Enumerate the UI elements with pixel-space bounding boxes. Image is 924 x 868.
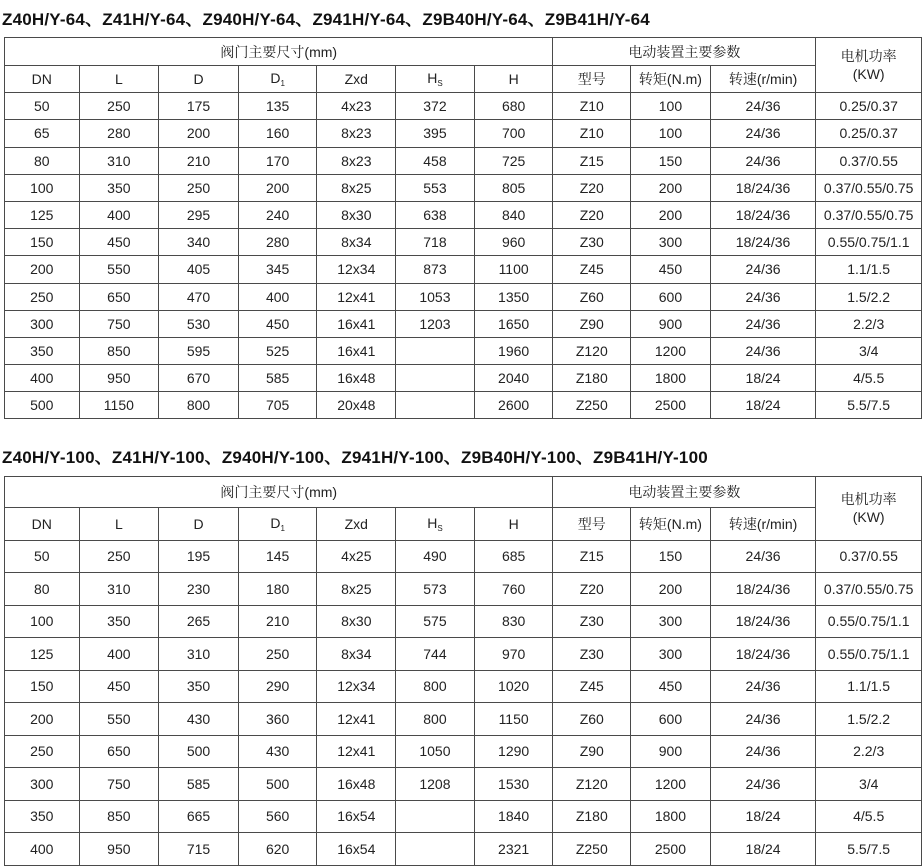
cell-torque: 150 bbox=[631, 147, 711, 174]
cell-d: 250 bbox=[159, 174, 239, 201]
cell-dn: 80 bbox=[5, 147, 80, 174]
table-row bbox=[5, 735, 922, 768]
cell-power: 1.5/2.2 bbox=[816, 283, 922, 310]
cell-d: 350 bbox=[159, 670, 239, 703]
cell-d: 340 bbox=[159, 229, 239, 256]
table-row bbox=[5, 337, 922, 364]
cell-zxd: 8x25 bbox=[317, 174, 396, 201]
cell-speed: 18/24/36 bbox=[710, 174, 816, 201]
cell-zxd: 4x25 bbox=[317, 540, 396, 573]
cell-dn: 400 bbox=[5, 365, 80, 392]
cell-d1: 430 bbox=[238, 735, 317, 768]
cell-dn: 300 bbox=[5, 310, 80, 337]
cell-h: 1100 bbox=[474, 256, 553, 283]
cell-dn: 400 bbox=[5, 833, 80, 866]
table-row bbox=[5, 174, 922, 201]
cell-speed: 24/36 bbox=[710, 147, 816, 174]
cell-d: 800 bbox=[159, 392, 239, 419]
cell-d: 230 bbox=[159, 573, 239, 606]
cell-zxd: 12x41 bbox=[317, 703, 396, 736]
table-row bbox=[5, 638, 922, 671]
cell-zxd: 16x41 bbox=[317, 337, 396, 364]
cell-speed: 18/24/36 bbox=[710, 201, 816, 228]
cell-hs: 800 bbox=[396, 670, 475, 703]
header-hs: $H_S$ bbox=[396, 508, 475, 541]
cell-speed: 24/36 bbox=[710, 283, 816, 310]
header-motor-power-line1: 电机功率 bbox=[840, 48, 897, 65]
cell-speed: 18/24/36 bbox=[710, 573, 816, 606]
cell-speed: 18/24 bbox=[710, 833, 816, 866]
cell-hs: 638 bbox=[396, 201, 475, 228]
cell-hs: 575 bbox=[396, 605, 475, 638]
cell-d: 430 bbox=[159, 703, 239, 736]
cell-hs bbox=[396, 833, 475, 866]
cell-h: 1840 bbox=[474, 800, 553, 833]
cell-torque: 200 bbox=[631, 573, 711, 606]
cell-power: 0.37/0.55 bbox=[816, 540, 922, 573]
cell-l: 750 bbox=[79, 768, 159, 801]
cell-power: 5.5/7.5 bbox=[816, 833, 922, 866]
cell-d1: 525 bbox=[238, 337, 317, 364]
cell-zxd: 12x41 bbox=[317, 283, 396, 310]
cell-torque: 300 bbox=[631, 605, 711, 638]
table-row bbox=[5, 540, 922, 573]
cell-model: Z60 bbox=[553, 703, 631, 736]
cell-d: 210 bbox=[159, 147, 239, 174]
cell-l: 850 bbox=[79, 800, 159, 833]
cell-dn: 500 bbox=[5, 392, 80, 419]
cell-zxd: 8x30 bbox=[317, 201, 396, 228]
cell-d1: 500 bbox=[238, 768, 317, 801]
cell-l: 400 bbox=[79, 201, 159, 228]
cell-model: Z20 bbox=[553, 174, 631, 201]
header-dn: DN bbox=[5, 508, 80, 541]
cell-speed: 24/36 bbox=[710, 120, 816, 147]
cell-power: 0.37/0.55/0.75 bbox=[816, 573, 922, 606]
cell-model: Z90 bbox=[553, 735, 631, 768]
header-zxd: Zxd bbox=[317, 66, 396, 93]
header-dn: DN bbox=[5, 66, 80, 93]
cell-power: 4/5.5 bbox=[816, 800, 922, 833]
cell-l: 1150 bbox=[79, 392, 159, 419]
cell-speed: 24/36 bbox=[710, 256, 816, 283]
cell-torque: 2500 bbox=[631, 833, 711, 866]
cell-dn: 150 bbox=[5, 670, 80, 703]
cell-hs bbox=[396, 365, 475, 392]
cell-torque: 900 bbox=[631, 310, 711, 337]
cell-hs: 744 bbox=[396, 638, 475, 671]
cell-l: 450 bbox=[79, 229, 159, 256]
cell-hs: 718 bbox=[396, 229, 475, 256]
cell-power: 1.1/1.5 bbox=[816, 670, 922, 703]
cell-hs: 1050 bbox=[396, 735, 475, 768]
table-row bbox=[5, 201, 922, 228]
cell-model: Z120 bbox=[553, 768, 631, 801]
cell-d1: 145 bbox=[238, 540, 317, 573]
cell-zxd: 16x54 bbox=[317, 800, 396, 833]
cell-d1: 160 bbox=[238, 120, 317, 147]
cell-l: 350 bbox=[79, 605, 159, 638]
cell-model: Z20 bbox=[553, 201, 631, 228]
cell-zxd: 16x41 bbox=[317, 310, 396, 337]
header-d1: $D_1$ bbox=[238, 508, 317, 541]
cell-power: 0.55/0.75/1.1 bbox=[816, 229, 922, 256]
cell-torque: 200 bbox=[631, 174, 711, 201]
cell-speed: 24/36 bbox=[710, 310, 816, 337]
cell-h: 700 bbox=[474, 120, 553, 147]
cell-l: 250 bbox=[79, 540, 159, 573]
table-row bbox=[5, 147, 922, 174]
cell-model: Z120 bbox=[553, 337, 631, 364]
cell-dn: 350 bbox=[5, 337, 80, 364]
cell-h: 2321 bbox=[474, 833, 553, 866]
cell-zxd: 20x48 bbox=[317, 392, 396, 419]
cell-power: 3/4 bbox=[816, 337, 922, 364]
cell-h: 760 bbox=[474, 573, 553, 606]
cell-dn: 250 bbox=[5, 283, 80, 310]
table-row bbox=[5, 365, 922, 392]
header-d: D bbox=[159, 508, 239, 541]
table-row bbox=[5, 310, 922, 337]
cell-power: 0.37/0.55/0.75 bbox=[816, 201, 922, 228]
cell-power: 3/4 bbox=[816, 768, 922, 801]
cell-hs: 800 bbox=[396, 703, 475, 736]
cell-zxd: 12x34 bbox=[317, 256, 396, 283]
cell-speed: 24/36 bbox=[710, 735, 816, 768]
cell-torque: 450 bbox=[631, 256, 711, 283]
cell-torque: 100 bbox=[631, 120, 711, 147]
cell-zxd: 8x30 bbox=[317, 605, 396, 638]
cell-model: Z30 bbox=[553, 638, 631, 671]
table-row bbox=[5, 392, 922, 419]
cell-d1: 210 bbox=[238, 605, 317, 638]
cell-zxd: 12x41 bbox=[317, 735, 396, 768]
cell-h: 1650 bbox=[474, 310, 553, 337]
cell-power: 2.2/3 bbox=[816, 735, 922, 768]
cell-d: 585 bbox=[159, 768, 239, 801]
cell-zxd: 8x34 bbox=[317, 229, 396, 256]
cell-model: Z60 bbox=[553, 283, 631, 310]
table-row bbox=[5, 833, 922, 866]
cell-l: 250 bbox=[79, 93, 159, 120]
cell-d1: 250 bbox=[238, 638, 317, 671]
table-row bbox=[5, 670, 922, 703]
cell-hs: 1053 bbox=[396, 283, 475, 310]
cell-l: 450 bbox=[79, 670, 159, 703]
cell-power: 0.37/0.55 bbox=[816, 147, 922, 174]
cell-d1: 135 bbox=[238, 93, 317, 120]
cell-dn: 200 bbox=[5, 256, 80, 283]
cell-d1: 240 bbox=[238, 201, 317, 228]
cell-h: 2600 bbox=[474, 392, 553, 419]
cell-hs: 1203 bbox=[396, 310, 475, 337]
cell-torque: 450 bbox=[631, 670, 711, 703]
cell-hs: 1208 bbox=[396, 768, 475, 801]
cell-zxd: 16x48 bbox=[317, 768, 396, 801]
cell-torque: 300 bbox=[631, 638, 711, 671]
cell-h: 1290 bbox=[474, 735, 553, 768]
cell-d: 530 bbox=[159, 310, 239, 337]
cell-dn: 150 bbox=[5, 229, 80, 256]
cell-h: 1150 bbox=[474, 703, 553, 736]
cell-hs: 490 bbox=[396, 540, 475, 573]
header-h: H bbox=[474, 508, 553, 541]
cell-model: Z10 bbox=[553, 93, 631, 120]
cell-h: 830 bbox=[474, 605, 553, 638]
cell-d: 175 bbox=[159, 93, 239, 120]
cell-hs: 458 bbox=[396, 147, 475, 174]
table-row bbox=[5, 800, 922, 833]
cell-h: 725 bbox=[474, 147, 553, 174]
cell-power: 1.5/2.2 bbox=[816, 703, 922, 736]
cell-torque: 1800 bbox=[631, 800, 711, 833]
cell-zxd: 8x25 bbox=[317, 573, 396, 606]
cell-speed: 18/24/36 bbox=[710, 605, 816, 638]
header-speed: 转速(r/min) bbox=[710, 66, 816, 93]
cell-torque: 600 bbox=[631, 703, 711, 736]
cell-model: Z45 bbox=[553, 256, 631, 283]
cell-speed: 18/24 bbox=[710, 800, 816, 833]
cell-speed: 24/36 bbox=[710, 337, 816, 364]
cell-hs: 395 bbox=[396, 120, 475, 147]
valve-spec-table-64 bbox=[4, 37, 922, 419]
header-l: L bbox=[79, 66, 159, 93]
cell-d1: 170 bbox=[238, 147, 317, 174]
cell-speed: 24/36 bbox=[710, 768, 816, 801]
cell-torque: 200 bbox=[631, 201, 711, 228]
cell-hs: 553 bbox=[396, 174, 475, 201]
cell-torque: 600 bbox=[631, 283, 711, 310]
cell-d1: 290 bbox=[238, 670, 317, 703]
header-l: L bbox=[79, 508, 159, 541]
cell-model: Z30 bbox=[553, 605, 631, 638]
table-2-title: Z40H/Y-100、Z41H/Y-100、Z940H/Y-100、Z941H/Y-100、Z9B40H/Y-100、Z9B41H/Y-100 bbox=[2, 448, 708, 467]
cell-d1: 705 bbox=[238, 392, 317, 419]
cell-d: 200 bbox=[159, 120, 239, 147]
cell-l: 950 bbox=[79, 365, 159, 392]
cell-model: Z20 bbox=[553, 573, 631, 606]
cell-hs: 573 bbox=[396, 573, 475, 606]
header-motor-power-line2: (KW) bbox=[852, 66, 885, 83]
cell-d: 265 bbox=[159, 605, 239, 638]
cell-dn: 350 bbox=[5, 800, 80, 833]
cell-d: 715 bbox=[159, 833, 239, 866]
header-torque: 转矩(N.m) bbox=[631, 66, 711, 93]
cell-d1: 345 bbox=[238, 256, 317, 283]
cell-l: 350 bbox=[79, 174, 159, 201]
cell-torque: 1200 bbox=[631, 337, 711, 364]
cell-speed: 24/36 bbox=[710, 540, 816, 573]
cell-l: 310 bbox=[79, 147, 159, 174]
group-header-actuator-params: 电动装置主要参数 bbox=[553, 38, 816, 66]
cell-h: 960 bbox=[474, 229, 553, 256]
cell-l: 550 bbox=[79, 703, 159, 736]
header-d1: $D_1$ bbox=[238, 66, 317, 93]
cell-torque: 1800 bbox=[631, 365, 711, 392]
cell-d1: 585 bbox=[238, 365, 317, 392]
cell-h: 805 bbox=[474, 174, 553, 201]
cell-h: 680 bbox=[474, 93, 553, 120]
cell-torque: 1200 bbox=[631, 768, 711, 801]
cell-d: 670 bbox=[159, 365, 239, 392]
header-motor-power-line1: 电机功率 bbox=[840, 491, 897, 508]
cell-d: 665 bbox=[159, 800, 239, 833]
cell-zxd: 8x23 bbox=[317, 147, 396, 174]
cell-torque: 150 bbox=[631, 540, 711, 573]
cell-torque: 2500 bbox=[631, 392, 711, 419]
cell-model: Z30 bbox=[553, 229, 631, 256]
cell-l: 550 bbox=[79, 256, 159, 283]
cell-l: 400 bbox=[79, 638, 159, 671]
cell-d: 310 bbox=[159, 638, 239, 671]
cell-torque: 100 bbox=[631, 93, 711, 120]
group-header-valve-dimensions: 阀门主要尺寸(mm) bbox=[5, 38, 553, 66]
header-model: 型号 bbox=[553, 66, 631, 93]
cell-speed: 24/36 bbox=[710, 93, 816, 120]
cell-model: Z45 bbox=[553, 670, 631, 703]
cell-d1: 560 bbox=[238, 800, 317, 833]
cell-model: Z10 bbox=[553, 120, 631, 147]
cell-speed: 18/24 bbox=[710, 365, 816, 392]
cell-h: 1020 bbox=[474, 670, 553, 703]
cell-dn: 300 bbox=[5, 768, 80, 801]
cell-d: 500 bbox=[159, 735, 239, 768]
table-1-title: Z40H/Y-64、Z41H/Y-64、Z940H/Y-64、Z941H/Y-64、Z9B40H/Y-64、Z9B41H/Y-64 bbox=[2, 10, 650, 29]
cell-d1: 450 bbox=[238, 310, 317, 337]
cell-l: 650 bbox=[79, 735, 159, 768]
header-motor-power bbox=[816, 38, 922, 93]
cell-d1: 200 bbox=[238, 174, 317, 201]
cell-d1: 400 bbox=[238, 283, 317, 310]
cell-speed: 24/36 bbox=[710, 703, 816, 736]
cell-d1: 620 bbox=[238, 833, 317, 866]
cell-power: 0.55/0.75/1.1 bbox=[816, 638, 922, 671]
cell-hs bbox=[396, 800, 475, 833]
cell-dn: 65 bbox=[5, 120, 80, 147]
cell-dn: 50 bbox=[5, 93, 80, 120]
cell-zxd: 16x54 bbox=[317, 833, 396, 866]
table-row bbox=[5, 703, 922, 736]
cell-zxd: 16x48 bbox=[317, 365, 396, 392]
cell-hs: 372 bbox=[396, 93, 475, 120]
cell-speed: 24/36 bbox=[710, 670, 816, 703]
header-speed: 转速(r/min) bbox=[710, 508, 816, 541]
cell-dn: 125 bbox=[5, 638, 80, 671]
cell-dn: 100 bbox=[5, 605, 80, 638]
cell-d: 595 bbox=[159, 337, 239, 364]
table-row bbox=[5, 768, 922, 801]
cell-dn: 200 bbox=[5, 703, 80, 736]
header-model: 型号 bbox=[553, 508, 631, 541]
valve-spec-table-100 bbox=[4, 476, 922, 866]
cell-h: 840 bbox=[474, 201, 553, 228]
table-row bbox=[5, 573, 922, 606]
cell-l: 310 bbox=[79, 573, 159, 606]
cell-h: 1530 bbox=[474, 768, 553, 801]
cell-power: 0.55/0.75/1.1 bbox=[816, 605, 922, 638]
cell-model: Z90 bbox=[553, 310, 631, 337]
cell-d: 470 bbox=[159, 283, 239, 310]
cell-power: 5.5/7.5 bbox=[816, 392, 922, 419]
cell-hs: 873 bbox=[396, 256, 475, 283]
cell-dn: 250 bbox=[5, 735, 80, 768]
cell-dn: 80 bbox=[5, 573, 80, 606]
cell-h: 2040 bbox=[474, 365, 553, 392]
cell-d1: 280 bbox=[238, 229, 317, 256]
cell-power: 4/5.5 bbox=[816, 365, 922, 392]
cell-l: 750 bbox=[79, 310, 159, 337]
cell-l: 950 bbox=[79, 833, 159, 866]
cell-d: 195 bbox=[159, 540, 239, 573]
cell-power: 1.1/1.5 bbox=[816, 256, 922, 283]
cell-h: 970 bbox=[474, 638, 553, 671]
cell-power: 0.37/0.55/0.75 bbox=[816, 174, 922, 201]
cell-model: Z15 bbox=[553, 540, 631, 573]
cell-d: 295 bbox=[159, 201, 239, 228]
group-header-valve-dimensions: 阀门主要尺寸(mm) bbox=[5, 477, 553, 508]
cell-hs bbox=[396, 337, 475, 364]
header-zxd: Zxd bbox=[317, 508, 396, 541]
table-row bbox=[5, 283, 922, 310]
cell-l: 280 bbox=[79, 120, 159, 147]
cell-dn: 100 bbox=[5, 174, 80, 201]
header-h: H bbox=[474, 66, 553, 93]
cell-l: 650 bbox=[79, 283, 159, 310]
cell-speed: 18/24 bbox=[710, 392, 816, 419]
header-motor-power-line2: (KW) bbox=[852, 509, 885, 526]
cell-power: 0.25/0.37 bbox=[816, 93, 922, 120]
cell-d: 405 bbox=[159, 256, 239, 283]
cell-power: 0.25/0.37 bbox=[816, 120, 922, 147]
cell-d1: 360 bbox=[238, 703, 317, 736]
table-row bbox=[5, 120, 922, 147]
cell-h: 685 bbox=[474, 540, 553, 573]
header-torque: 转矩(N.m) bbox=[631, 508, 711, 541]
cell-model: Z250 bbox=[553, 392, 631, 419]
group-header-actuator-params: 电动装置主要参数 bbox=[553, 477, 816, 508]
cell-zxd: 12x34 bbox=[317, 670, 396, 703]
cell-speed: 18/24/36 bbox=[710, 638, 816, 671]
header-d: D bbox=[159, 66, 239, 93]
cell-dn: 50 bbox=[5, 540, 80, 573]
cell-model: Z15 bbox=[553, 147, 631, 174]
cell-zxd: 8x23 bbox=[317, 120, 396, 147]
cell-zxd: 4x23 bbox=[317, 93, 396, 120]
cell-d1: 180 bbox=[238, 573, 317, 606]
cell-h: 1960 bbox=[474, 337, 553, 364]
table-row bbox=[5, 229, 922, 256]
cell-model: Z180 bbox=[553, 365, 631, 392]
cell-zxd: 8x34 bbox=[317, 638, 396, 671]
table-row bbox=[5, 605, 922, 638]
cell-hs bbox=[396, 392, 475, 419]
cell-l: 850 bbox=[79, 337, 159, 364]
cell-dn: 125 bbox=[5, 201, 80, 228]
header-hs: $H_S$ bbox=[396, 66, 475, 93]
table-row bbox=[5, 93, 922, 120]
cell-torque: 900 bbox=[631, 735, 711, 768]
cell-torque: 300 bbox=[631, 229, 711, 256]
cell-model: Z180 bbox=[553, 800, 631, 833]
header-motor-power bbox=[816, 477, 922, 541]
cell-model: Z250 bbox=[553, 833, 631, 866]
table-row bbox=[5, 256, 922, 283]
cell-power: 2.2/3 bbox=[816, 310, 922, 337]
cell-h: 1350 bbox=[474, 283, 553, 310]
cell-speed: 18/24/36 bbox=[710, 229, 816, 256]
